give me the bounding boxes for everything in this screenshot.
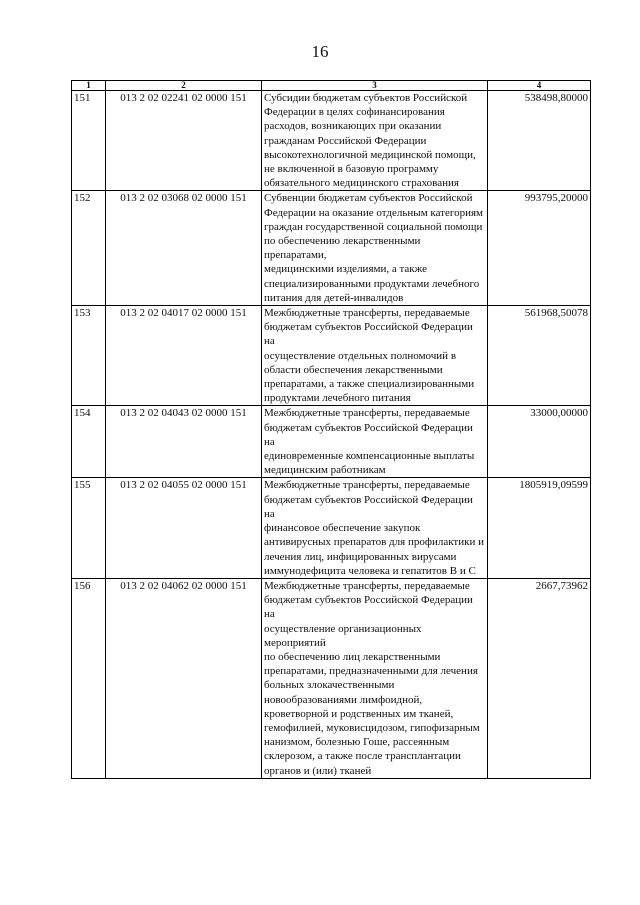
budget-classification-code: 013 2 02 02241 02 0000 151	[106, 91, 262, 191]
budget-classification-code: 013 2 02 04017 02 0000 151	[106, 306, 262, 406]
amount-value: 993795,20000	[488, 191, 591, 306]
table-header-row	[72, 81, 591, 91]
amount-value: 33000,00000	[488, 406, 591, 478]
description-line: Субвенции бюджетам субъектов Российской	[264, 192, 473, 205]
description-line: кроветворной и родственных им тканей,	[264, 707, 454, 720]
description-line: по обеспечению лекарственными препаратами,	[264, 235, 421, 262]
description-line: продуктами лечебного питания	[264, 392, 411, 405]
column-header-description: 3	[262, 81, 488, 91]
budget-table	[71, 80, 591, 779]
description-line: осуществление организационных мероприятий	[264, 622, 422, 649]
description-line: высокотехнологичной медицинской помощи,	[264, 148, 476, 161]
description-line: граждан государственной социальной помощи	[264, 220, 483, 233]
description-line: антивирусных препаратов для профилактики и	[264, 536, 484, 549]
description-line: бюджетам субъектов Российской Федерации на	[264, 421, 473, 448]
description-line: расходов, возникающих при оказании	[264, 120, 442, 133]
budget-classification-code: 013 2 02 04062 02 0000 151	[106, 578, 262, 778]
row-number: 152	[72, 191, 106, 306]
table-body	[72, 91, 591, 779]
description-line: питания для детей-инвалидов	[264, 291, 404, 304]
amount-value: 538498,80000	[488, 91, 591, 191]
description-line: специализированными продуктами лечебного	[264, 277, 480, 290]
description-line: новообразованиями лимфоидной,	[264, 693, 423, 706]
revenue-description	[262, 191, 488, 306]
description-line: медицинским работникам	[264, 464, 386, 477]
page-number: 16	[311, 42, 329, 61]
description-line: органов и (или) тканей	[264, 764, 372, 777]
row-number: 151	[72, 91, 106, 191]
table-row	[72, 191, 591, 306]
table-row	[72, 578, 591, 778]
revenue-description	[262, 478, 488, 578]
revenue-description	[262, 306, 488, 406]
description-line: финансовое обеспечение закупок	[264, 522, 421, 535]
description-line: иммунодефицита человека и гепатитов В и С	[264, 564, 476, 577]
description-line: Межбюджетные трансферты, передаваемые	[264, 579, 470, 592]
table-row	[72, 91, 591, 191]
revenue-description	[262, 578, 488, 778]
row-number: 153	[72, 306, 106, 406]
description-line: Субсидии бюджетам субъектов Российской	[264, 92, 468, 104]
revenue-description	[262, 91, 488, 191]
row-number: 154	[72, 406, 106, 478]
budget-classification-code: 013 2 02 03068 02 0000 151	[106, 191, 262, 306]
table-row	[72, 478, 591, 578]
description-line: обязательного медицинского страхования	[264, 177, 459, 190]
description-line: Межбюджетные трансферты, передаваемые	[264, 407, 470, 420]
description-line: гемофилией, муковисцидозом, гипофизарным	[264, 721, 480, 734]
budget-classification-code: 013 2 02 04055 02 0000 151	[106, 478, 262, 578]
description-line: бюджетам субъектов Российской Федерации на	[264, 321, 473, 348]
revenue-description	[262, 406, 488, 478]
description-line: по обеспечению лиц лекарственными	[264, 650, 441, 663]
row-number: 155	[72, 478, 106, 578]
row-number: 156	[72, 578, 106, 778]
description-line: не включенной в базовую программу	[264, 163, 439, 176]
column-header-number: 1	[72, 81, 106, 91]
description-line: Межбюджетные трансферты, передаваемые	[264, 479, 470, 492]
description-line: области обеспечения лекарственными	[264, 363, 443, 376]
description-line: осуществление отдельных полномочий в	[264, 349, 457, 362]
description-line: склерозом, а также после трансплантации	[264, 750, 461, 763]
description-line: бюджетам субъектов Российской Федерации на	[264, 594, 473, 621]
description-line: гражданам Российской Федерации	[264, 134, 427, 147]
description-line: нанизмом, болезнью Гоше, рассеянным	[264, 736, 450, 749]
description-line: препаратами, предназначенными для лечения	[264, 665, 478, 678]
budget-classification-code: 013 2 02 04043 02 0000 151	[106, 406, 262, 478]
table-row	[72, 306, 591, 406]
column-header-amount: 4	[488, 81, 591, 91]
description-line: Федерации в целях софинансирования	[264, 106, 445, 119]
description-line: препаратами, а также специализированными	[264, 378, 475, 391]
description-line: бюджетам субъектов Российской Федерации на	[264, 493, 473, 520]
description-line: Межбюджетные трансферты, передаваемые	[264, 307, 470, 320]
description-line: лечения лиц, инфицированных вирусами	[264, 550, 457, 563]
description-line: медицинскими изделиями, а также	[264, 263, 427, 276]
amount-value: 1805919,09599	[488, 478, 591, 578]
amount-value: 2667,73962	[488, 578, 591, 778]
description-line: больных злокачественными	[264, 679, 395, 692]
table-row	[72, 406, 591, 478]
description-line: Федерации на оказание отдельным категориям	[264, 206, 484, 219]
amount-value: 561968,50078	[488, 306, 591, 406]
description-line: единовременные компенсационные выплаты	[264, 450, 475, 463]
column-header-code: 2	[106, 81, 262, 91]
